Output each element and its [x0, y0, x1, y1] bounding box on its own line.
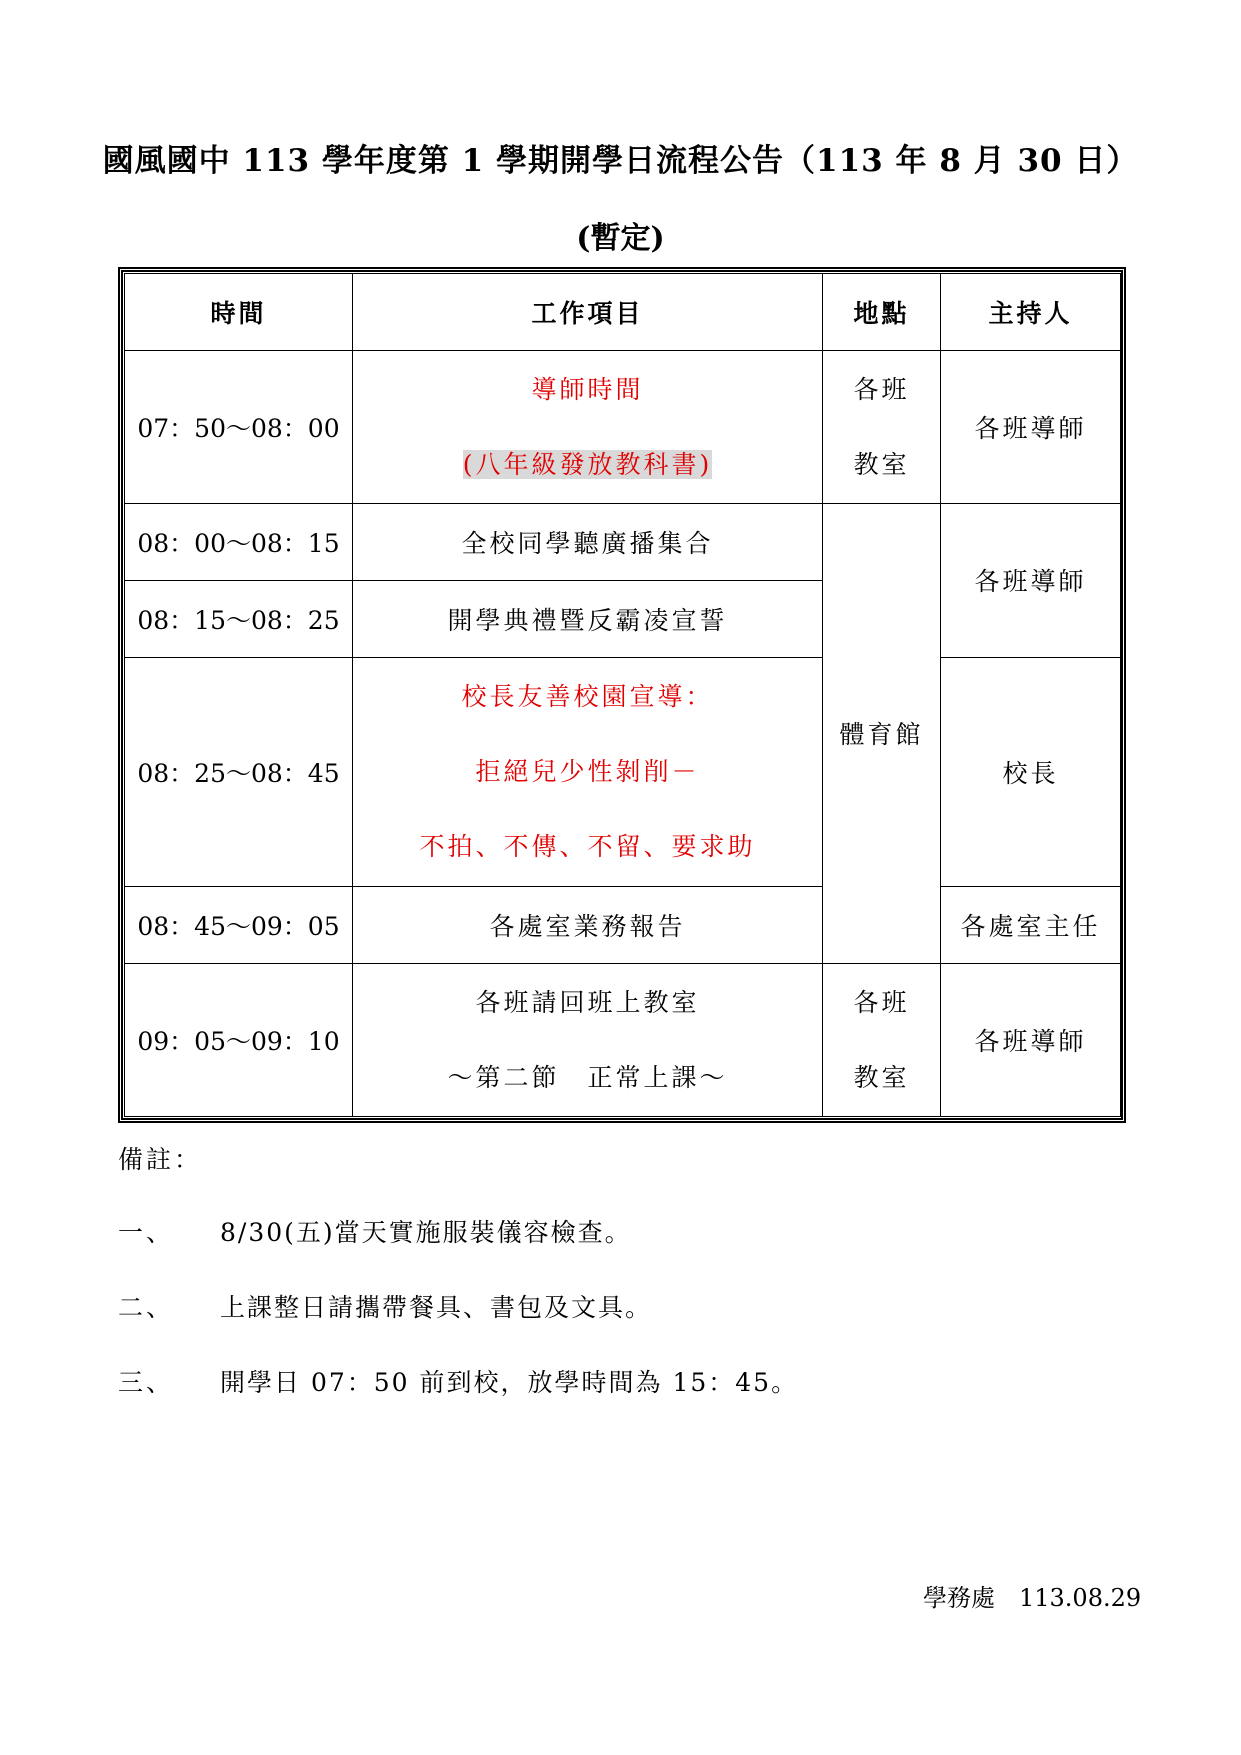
note-number: 三、 [118, 1368, 175, 1397]
item-text: 不拍、不傳、不留、要求助 [419, 832, 756, 862]
table-row [125, 351, 1121, 504]
time-cell: 08：15～08：25 [125, 580, 353, 657]
note-item [118, 1288, 652, 1324]
host-cell: 各班導師 [941, 963, 1121, 1116]
place-text: 教室 [853, 1062, 910, 1092]
host-cell: 各處室主任 [941, 886, 1121, 963]
item-cell: 開學典禮暨反霸凌宣誓 [353, 580, 823, 657]
notes-label: 備註： [118, 1145, 203, 1174]
header-item: 工作項目 [353, 274, 823, 351]
item-text: 導師時間 [531, 374, 644, 404]
item-text: 校長友善校園宣導： [461, 682, 714, 712]
place-cell [823, 351, 941, 504]
item-cell [353, 657, 823, 886]
item-cell: 全校同學聽廣播集合 [353, 503, 823, 580]
schedule-table [124, 273, 1121, 1117]
place-text: 各班 [853, 987, 910, 1017]
header-place: 地點 [823, 274, 941, 351]
item-cell: 各處室業務報告 [353, 886, 823, 963]
note-text: 開學日 07：50 前到校，放學時間為 15：45。 [220, 1368, 799, 1397]
host-cell: 校長 [941, 657, 1121, 886]
page-title: 國風國中 113 學年度第 1 學期開學日流程公告（113 年 8 月 30 日） [102, 143, 1139, 179]
place-cell [823, 963, 941, 1116]
header-time: 時間 [125, 274, 353, 351]
table-row [125, 657, 1121, 886]
page-subtitle: (暫定) [576, 221, 665, 256]
note-number: 一、 [118, 1218, 175, 1247]
table-row [125, 963, 1121, 1116]
table-row [125, 886, 1121, 963]
footer-signature: 學務處 113.08.29 [923, 1584, 1142, 1612]
table-header-row [125, 274, 1121, 351]
place-text: 教室 [853, 449, 910, 479]
host-cell: 各班導師 [941, 503, 1121, 657]
item-cell [353, 963, 823, 1116]
item-cell [353, 351, 823, 504]
item-text: ～第二節 正常上課～ [447, 1062, 728, 1092]
time-cell: 08：45～09：05 [125, 886, 353, 963]
item-text-highlighted: (八年級發放教科書) [462, 449, 713, 479]
item-text: 各班請回班上教室 [475, 987, 700, 1017]
time-cell: 07：50～08：00 [125, 351, 353, 504]
place-text: 各班 [853, 374, 910, 404]
time-cell: 09：05～09：10 [125, 963, 353, 1116]
note-item [118, 1363, 798, 1399]
note-text: 8/30(五)當天實施服裝儀容檢查。 [220, 1218, 632, 1247]
place-cell-gym: 體育館 [823, 503, 941, 963]
note-number: 二、 [118, 1293, 175, 1322]
note-text: 上課整日請攜帶餐具、書包及文具。 [220, 1293, 653, 1322]
note-item [118, 1213, 632, 1249]
time-cell: 08：00～08：15 [125, 503, 353, 580]
time-cell: 08：25～08：45 [125, 657, 353, 886]
header-host: 主持人 [941, 274, 1121, 351]
host-cell: 各班導師 [941, 351, 1121, 504]
item-text: 拒絕兒少性剝削－ [475, 757, 700, 787]
table-row [125, 503, 1121, 580]
